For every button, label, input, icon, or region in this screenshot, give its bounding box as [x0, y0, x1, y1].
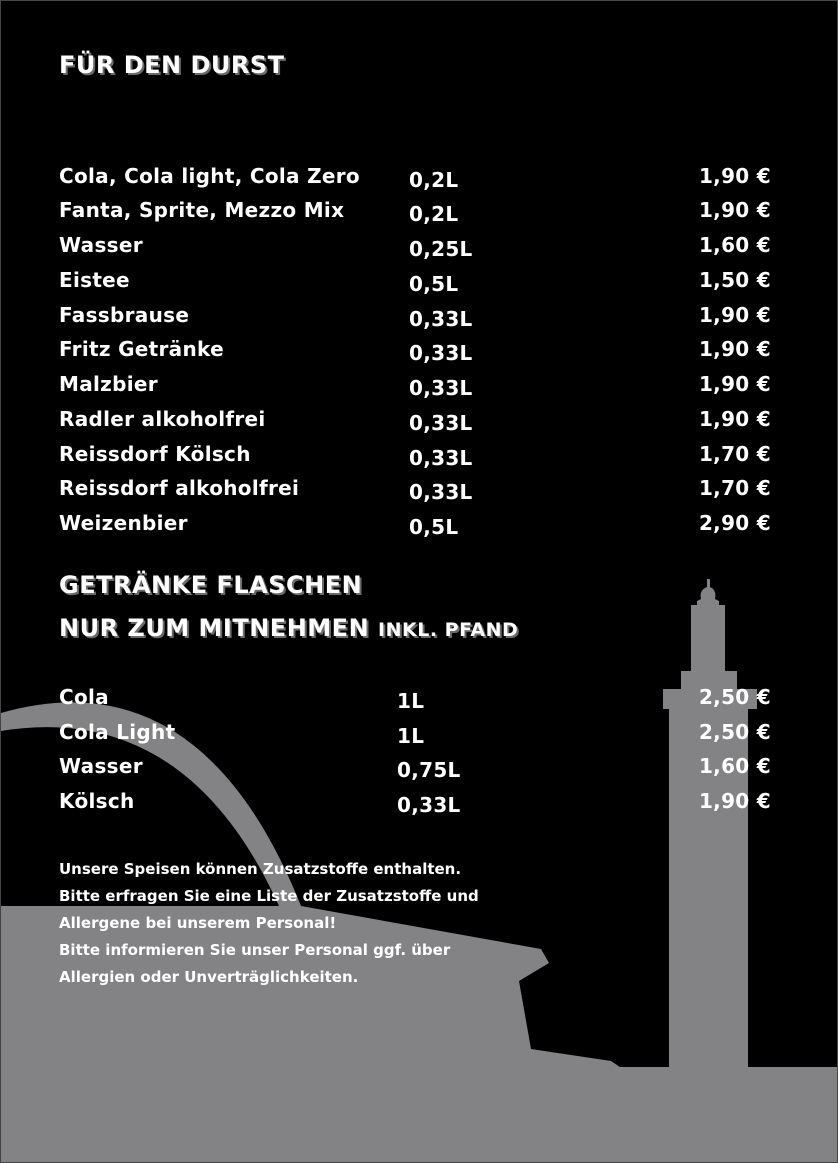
menu-item-row: [59, 372, 771, 406]
menu-item-row: [59, 407, 771, 441]
menu-item-row: [59, 233, 771, 267]
item-price: 1,90 €: [698, 198, 771, 222]
item-name: Wasser: [59, 233, 143, 257]
item-volume: 0,5L: [409, 515, 459, 539]
item-name: Cola Light: [59, 720, 176, 744]
item-price: 2,50 €: [698, 720, 771, 744]
item-volume: 0,33L: [409, 376, 473, 400]
item-name: Cola, Cola light, Cola Zero: [59, 164, 360, 188]
item-name: Fanta, Sprite, Mezzo Mix: [59, 198, 345, 222]
item-name: Radler alkoholfrei: [59, 407, 266, 431]
notice-line: Unsere Speisen können Zusatzstoffe enthalten.: [59, 860, 462, 878]
heading-pfand-suffix: INKL. PFAND: [378, 619, 519, 641]
item-name: Reissdorf Kölsch: [59, 442, 251, 466]
notice-line: Allergien oder Unverträglichkeiten.: [59, 968, 359, 986]
heading-nur-zum-mitnehmen: [59, 614, 518, 642]
item-price: 1,70 €: [698, 442, 771, 466]
menu-item-row: [59, 337, 771, 371]
bottle-item-row: [59, 720, 771, 754]
item-volume: 0,33L: [409, 341, 473, 365]
menu-item-row: [59, 303, 771, 337]
item-volume: 0,5L: [409, 272, 459, 296]
allergen-notice: [59, 856, 579, 991]
item-volume: 0,2L: [409, 202, 459, 226]
item-volume: 0,33L: [409, 480, 473, 504]
heading-getraenke-flaschen: GETRÄNKE FLASCHEN: [59, 571, 363, 599]
notice-line: Bitte informieren Sie unser Personal ggf. über: [59, 941, 451, 959]
item-price: 1,90 €: [698, 303, 771, 327]
menu-item-row: [59, 198, 771, 232]
heading-fuer-den-durst: FÜR DEN DURST: [59, 51, 285, 79]
heading-mitnehmen-text: NUR ZUM MITNEHMEN: [59, 614, 370, 642]
menu-item-row: [59, 268, 771, 302]
item-price: 1,90 €: [698, 789, 771, 813]
item-name: Weizenbier: [59, 511, 188, 535]
ground-shape: [601, 1067, 838, 1163]
bottle-item-row: [59, 754, 771, 788]
item-volume: 0,33L: [409, 411, 473, 435]
item-price: 1,50 €: [698, 268, 771, 292]
item-name: Wasser: [59, 754, 143, 778]
item-volume: 0,75L: [397, 758, 461, 782]
item-volume: 0,33L: [397, 793, 461, 817]
item-price: 1,90 €: [698, 337, 771, 361]
item-volume: 0,33L: [409, 446, 473, 470]
menu-item-row: [59, 511, 771, 545]
notice-line: Allergene bei unserem Personal!: [59, 914, 337, 932]
item-volume: 1L: [397, 724, 425, 748]
item-name: Malzbier: [59, 372, 158, 396]
item-price: 2,90 €: [698, 511, 771, 535]
item-price: 1,70 €: [698, 476, 771, 500]
item-name: Eistee: [59, 268, 130, 292]
item-name: Cola: [59, 685, 109, 709]
menu-item-row: [59, 442, 771, 476]
item-name: Kölsch: [59, 789, 135, 813]
tower-shape: [663, 579, 757, 1071]
notice-line: Bitte erfragen Sie eine Liste der Zusatzstoffe und: [59, 887, 479, 905]
bottle-item-row: [59, 685, 771, 719]
item-price: 1,90 €: [698, 407, 771, 431]
item-name: Fritz Getränke: [59, 337, 224, 361]
item-price: 2,50 €: [698, 685, 771, 709]
item-volume: 0,33L: [409, 307, 473, 331]
item-price: 1,90 €: [698, 372, 771, 396]
menu-item-row: [59, 164, 771, 198]
menu-item-row: [59, 476, 771, 510]
item-price: 1,60 €: [698, 233, 771, 257]
item-volume: 0,2L: [409, 168, 459, 192]
item-name: Fassbrause: [59, 303, 190, 327]
item-volume: 1L: [397, 689, 425, 713]
bottle-item-row: [59, 789, 771, 823]
item-price: 1,90 €: [698, 164, 771, 188]
item-volume: 0,25L: [409, 237, 473, 261]
item-price: 1,60 €: [698, 754, 771, 778]
item-name: Reissdorf alkoholfrei: [59, 476, 300, 500]
